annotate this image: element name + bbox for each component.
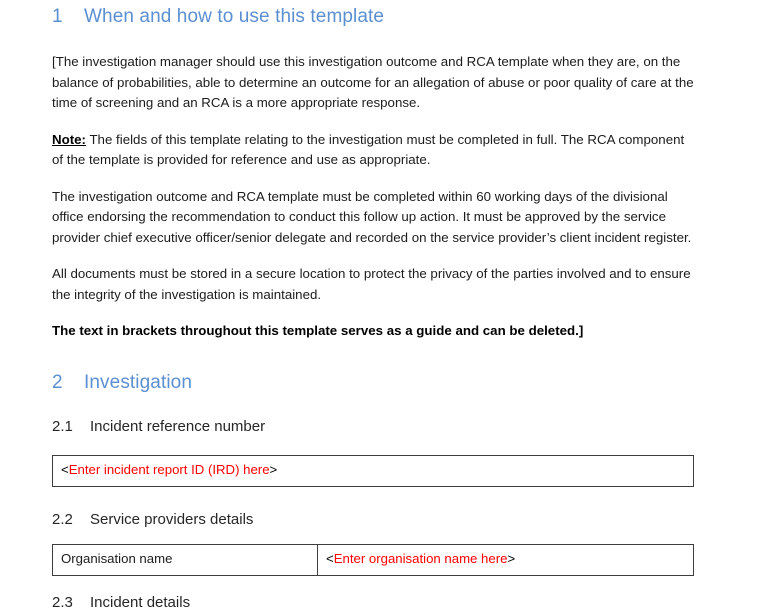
- heading-section-2-number: 2: [52, 371, 63, 393]
- table-service-provider-details: [52, 544, 694, 576]
- close-bracket: >: [269, 461, 278, 477]
- paragraph-timeframe: The investigation outcome and RCA template must be completed within 60 working days of the divisional office endorsing the recommendation to conduct this follow up action. It must be approved by the service provider chief executive officer/senior delegate and recorded on the service provider’s client incident register.: [52, 188, 692, 245]
- paragraph-intro: [The investigation manager should use this investigation outcome and RCA template when they are, on the balance of probabilities, able to determine an outcome for an allegation of abuse or poor quality of care at the time of screening and an RCA is a more appropriate response.: [52, 54, 694, 110]
- spacer: [52, 435, 694, 455]
- spacer: [52, 305, 694, 321]
- spacer: [52, 248, 694, 264]
- spacer: [52, 394, 694, 418]
- table-row: [53, 544, 694, 575]
- close-bracket: >: [507, 550, 516, 566]
- heading-section-2-title: Investigation: [84, 371, 192, 393]
- table-row: [53, 455, 694, 486]
- heading-section-2-1-number: 2.1: [52, 417, 73, 435]
- table-incident-reference: [52, 455, 694, 487]
- heading-section-1-number: 1: [52, 6, 63, 27]
- paragraph-note: [52, 130, 694, 171]
- heading-section-2-1: [52, 418, 694, 435]
- incident-reference-input-cell[interactable]: [53, 455, 694, 486]
- heading-section-1: [52, 0, 694, 28]
- heading-section-2-2: [52, 511, 694, 528]
- heading-section-2-1-title: Incident reference number: [90, 417, 266, 435]
- note-label: Note:: [52, 131, 86, 147]
- open-bracket: <: [326, 550, 334, 566]
- heading-section-2-3-title: Incident details: [90, 593, 191, 611]
- spacer: [52, 576, 694, 594]
- note-text: The fields of this template relating to the investigation must be completed in full. The RCA component of the template is provided for reference and use as appropriate.: [52, 131, 685, 167]
- heading-section-2: [52, 372, 694, 394]
- spacer: [52, 28, 694, 52]
- spacer: [52, 171, 694, 187]
- paragraph-storage: All documents must be stored in a secure location to protect the privacy of the parties involved and to ensure the integrity of the investigation is maintained.: [52, 266, 691, 302]
- open-bracket: <: [61, 461, 69, 477]
- spacer: [52, 528, 694, 544]
- organisation-name-label-cell: Organisation name: [53, 544, 318, 575]
- heading-section-2-3-number: 2.3: [52, 593, 73, 611]
- paragraph-guide-note: The text in brackets throughout this template serves as a guide and can be deleted.]: [52, 323, 584, 338]
- spacer: [52, 114, 694, 130]
- incident-reference-placeholder: Enter incident report ID (IRD) here: [68, 461, 270, 477]
- spacer: [52, 342, 694, 372]
- heading-section-2-3: [52, 594, 694, 611]
- heading-section-1-title: When and how to use this template: [84, 6, 385, 27]
- spacer: [52, 487, 694, 511]
- organisation-name-placeholder: Enter organisation name here: [333, 550, 508, 566]
- heading-section-2-2-number: 2.2: [52, 510, 73, 528]
- heading-section-2-2-title: Service providers details: [90, 510, 254, 528]
- organisation-name-input-cell[interactable]: [318, 544, 694, 575]
